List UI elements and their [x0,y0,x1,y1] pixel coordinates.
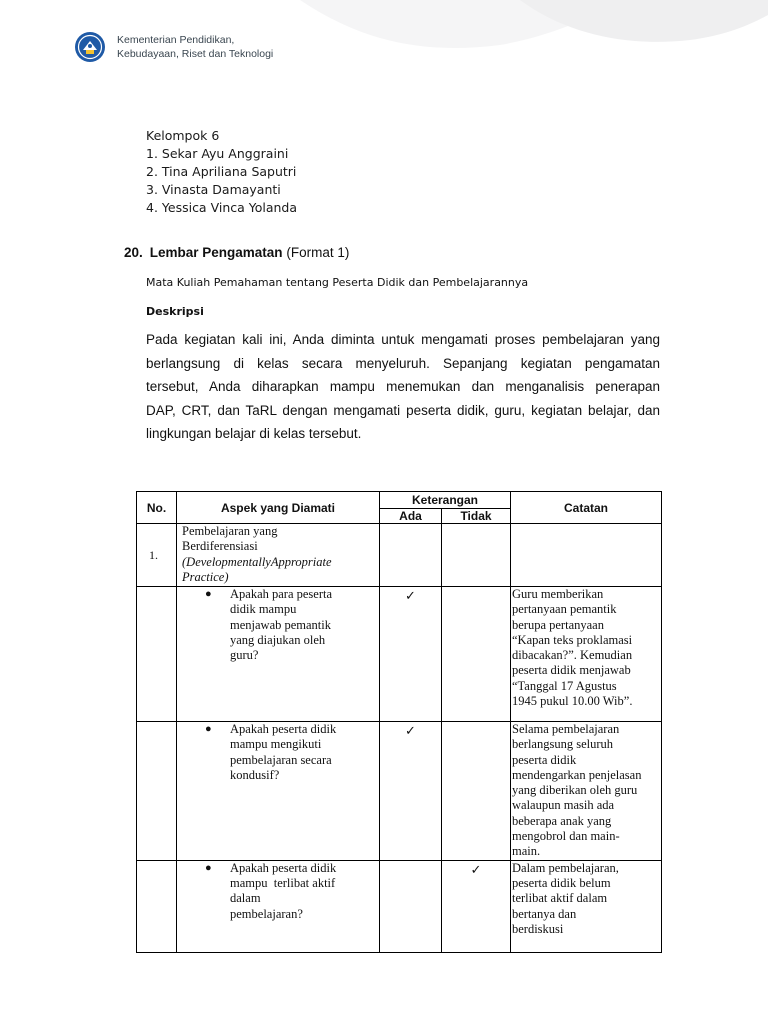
row-number [137,860,177,952]
member-item: 4. Yessica Vinca Yolanda [146,200,298,215]
bullet-icon: ● [205,861,212,874]
tidak-cell [442,524,511,587]
note-cell [511,722,662,861]
note-line: pertanyaan pemantik [512,602,617,617]
note-line: berupa pertanyaan [512,617,604,632]
question-line: Apakah para peserta [230,587,333,601]
note-line: yang diberikan oleh guru [512,783,638,798]
note-line: berlangsung seluruh [512,737,614,752]
question-line: didik mampu [230,602,297,617]
description-line: DAP, CRT, dan TaRL dengan mengamati peserta didik, guru, kegiatan belajar, dan [146,402,660,418]
question-line: mampu mengikuti [230,737,322,752]
section-title-text: Lembar Pengamatan [149,245,283,260]
note-line: Selama pembelajaran [512,722,620,736]
header-wave-decoration [0,0,768,110]
tidak-cell [442,722,511,861]
note-line: peserta didik menjawab [512,663,631,678]
note-line: Guru memberikan [512,587,604,601]
bullet-icon: ● [205,588,212,600]
row-number [137,722,177,861]
header-no: No. [137,492,177,524]
header-tidak: Tidak [442,509,511,524]
ministry-line-1: Kementerian Pendidikan, [117,34,235,46]
course-name: Mata Kuliah Pemahaman tentang Peserta Didik dan Pembelajarannya [146,276,529,289]
description-line: lingkungan belajar di kelas tersebut. [146,426,362,441]
question-bullet-item [177,861,379,922]
note-line: berdiskusi [512,921,564,936]
question-bullet-item [177,722,379,783]
aspect-line: Practice) [182,569,229,584]
aspect-cell [177,524,380,587]
note-line: terlibat aktif dalam [512,891,608,906]
question-text [230,722,336,783]
question-cell [177,587,380,722]
member-list [146,145,297,217]
question-text [230,861,336,922]
ada-cell [380,860,442,952]
member-item: 1. Sekar Ayu Anggraini [146,146,289,161]
note-line: bertanya dan [512,906,577,921]
description-paragraph [146,328,660,446]
section-number: 20. [124,245,143,260]
description-heading: Deskripsi [146,305,204,318]
note-line: beberapa anak yang [512,813,612,828]
member-item: 2. Tina Apriliana Saputri [146,164,297,179]
question-line: dalam [230,891,261,906]
bullet-icon: ● [205,723,212,735]
ada-check-icon: ✓ [380,722,442,861]
note-line: dibacakan?”. Kemudian [512,648,633,663]
header-keterangan: Keterangan [380,492,511,509]
section-format: (Format 1) [286,245,350,260]
description-line: berlangsung di kelas secara menyeluruh. Sepanjang kegiatan pengamatan [146,355,660,371]
note-line: peserta didik belum [512,875,611,890]
aspect-line: Berdiferensiasi [182,539,258,554]
ministry-logo-icon [74,31,106,63]
question-cell [177,860,380,952]
tidak-cell [442,587,511,722]
note-cell [511,587,662,722]
aspect-line: Pembelajaran yang [182,524,278,538]
member-item: 3. Vinasta Damayanti [146,182,281,197]
note-line: walaupun masih ada [512,798,615,813]
note-line: main. [512,844,541,859]
ada-check-icon: ✓ [380,587,442,722]
question-bullet-item [177,587,379,663]
question-line: guru? [230,648,259,663]
ministry-line-2: Kebudayaan, Riset dan Teknologi [117,48,274,60]
question-cell [177,722,380,861]
note-line: mendengarkan penjelasan [512,767,642,782]
question-line: Apakah peserta didik [230,722,337,736]
header-ada: Ada [380,509,442,524]
question-line: mampu terlibat aktif [230,875,336,890]
question-line: kondusif? [230,767,280,782]
aspect-line: (DevelopmentallyAppropriate [182,554,332,569]
note-line: peserta didik [512,752,577,767]
note-line: 1945 pukul 10.00 Wib”. [512,694,633,709]
header-catatan: Catatan [511,492,662,524]
ministry-name [117,33,273,61]
question-line: Apakah peserta didik [230,860,337,875]
description-line: Pada kegiatan kali ini, Anda diminta untuk mengamati proses pembelajaran yang [146,332,660,347]
row-number: 1. [137,524,177,587]
question-line: pembelajaran secara [230,752,332,767]
observation-table [136,491,662,953]
header-aspect: Aspek yang Diamati [177,492,380,524]
row-number [137,587,177,722]
note-line: “Kapan teks proklamasi [512,632,633,647]
question-line: pembelajaran? [230,906,303,921]
question-text [230,587,332,663]
ada-cell [380,524,442,587]
group-info [146,127,297,217]
note-line: mengobrol dan main- [512,829,620,844]
question-line: yang diajukan oleh [230,632,326,647]
note-cell [511,860,662,952]
note-cell [511,524,662,587]
question-line: menjawab pemantik [230,617,332,632]
group-title: Kelompok 6 [146,128,220,143]
note-line: Dalam pembelajaran, [512,860,619,875]
section-title [124,245,349,260]
note-line: “Tanggal 17 Agustus [512,678,617,693]
description-line: tersebut, Anda diharapkan mampu menemukan dan menganalisis penerapan [146,379,660,394]
tidak-check-icon: ✓ [442,860,511,952]
